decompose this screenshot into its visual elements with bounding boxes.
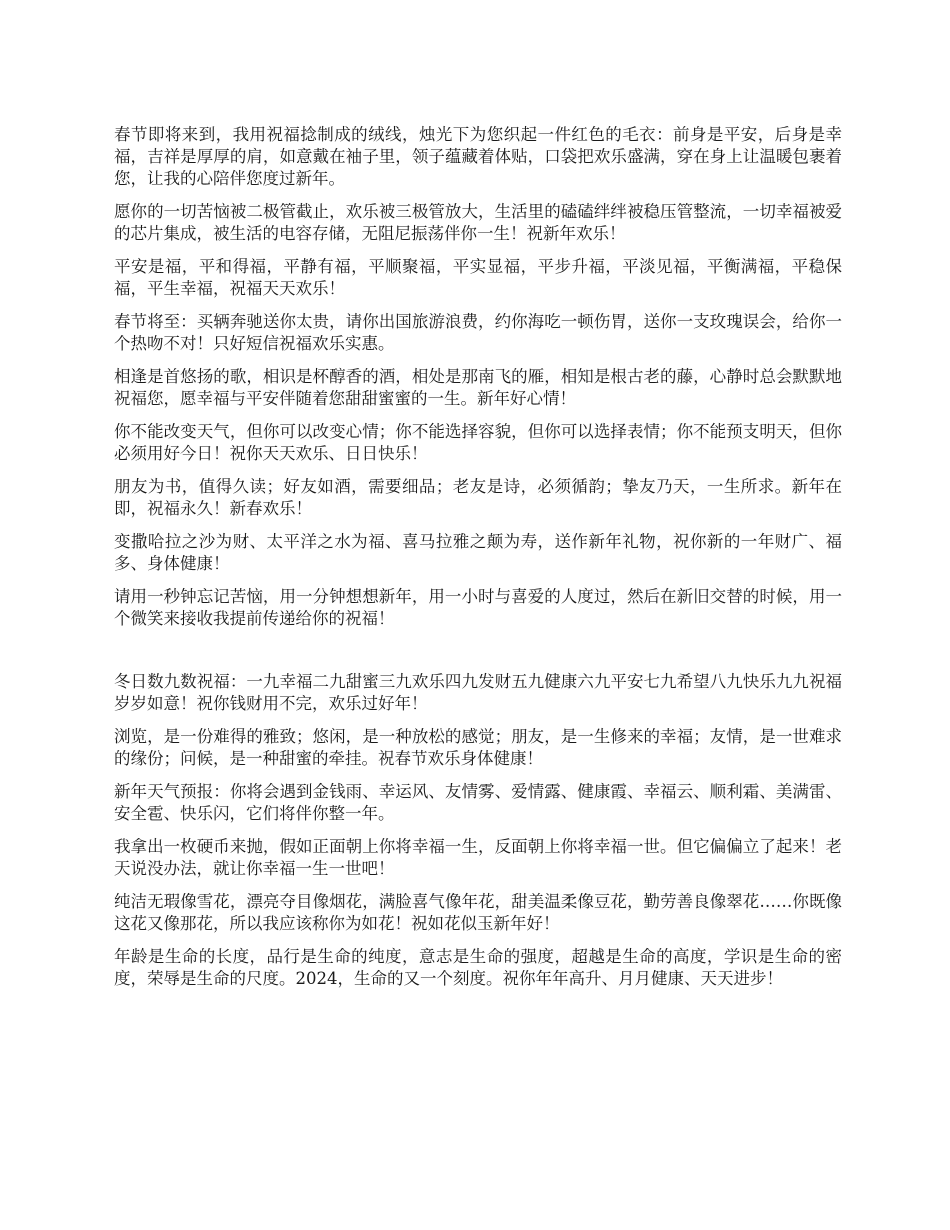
paragraph: 冬日数九数祝福：一九幸福二九甜蜜三九欢乐四九发财五九健康六九平安七九希望八九快乐九九祝福岁岁如意！祝你钱财用不完，欢乐过好年！ (114, 672, 842, 713)
section-two (114, 671, 842, 990)
paragraph: 朋友为书，值得久读；好友如酒，需要细品；老友是诗，必须循韵；挚友乃天，一生所求。新年在即，祝福永久！新春欢乐！ (114, 477, 842, 518)
paragraph: 春节将至：买辆奔驰送你太贵，请你出国旅游浪费，约你海吃一顿伤胃，送你一支玫瑰误会，给你一个热吻不对！只好短信祝福欢乐实惠。 (114, 312, 842, 353)
paragraph: 我拿出一枚硬币来抛，假如正面朝上你将幸福一生，反面朝上你将幸福一世。但它偏偏立了起来！老天说没办法，就让你幸福一生一世吧！ (114, 837, 842, 878)
paragraph: 相逢是首悠扬的歌，相识是杯醇香的酒，相处是那南飞的雁，相知是根古老的藤，心静时总会默默地祝福您，愿幸福与平安伴随着您甜甜蜜蜜的一生。新年好心情！ (114, 367, 842, 408)
paragraph: 春节即将来到，我用祝福捻制成的绒线，烛光下为您织起一件红色的毛衣：前身是平安，后身是幸福，吉祥是厚厚的肩，如意戴在袖子里，领子蕴藏着体贴，口袋把欢乐盛满，穿在身上让温暖包裹着您，让我的心陪伴您度过新年。 (114, 125, 842, 188)
paragraph: 平安是福，平和得福，平静有福，平顺聚福，平实显福，平步升福，平淡见福，平衡满福，平稳保福，平生幸福，祝福天天欢乐！ (114, 257, 842, 298)
paragraph: 愿你的一切苦恼被二极管截止，欢乐被三极管放大，生活里的磕磕绊绊被稳压管整流，一切幸福被爱的芯片集成，被生活的电容存储，无阻尼振荡伴你一生！祝新年欢乐！ (114, 202, 842, 243)
document-page (114, 124, 842, 1001)
section-spacer (114, 641, 842, 671)
paragraph: 你不能改变天气，但你可以改变心情；你不能选择容貌，但你可以选择表情；你不能预支明天，但你必须用好今日！祝你天天欢乐、日日快乐！ (114, 422, 842, 463)
paragraph: 请用一秒钟忘记苦恼，用一分钟想想新年，用一小时与喜爱的人度过，然后在新旧交替的时候，用一个微笑来接收我提前传递给你的祝福！ (114, 587, 842, 628)
paragraph: 新年天气预报：你将会遇到金钱雨、幸运风、友情雾、爱情露、健康霞、幸福云、顺利霜、美满雷、安全雹、快乐闪，它们将伴你整一年。 (114, 782, 842, 823)
paragraph: 纯洁无瑕像雪花，漂亮夺目像烟花，满脸喜气像年花，甜美温柔像豆花，勤劳善良像翠花……你既像这花又像那花，所以我应该称你为如花！祝如花似玉新年好！ (114, 892, 842, 933)
paragraph: 变撒哈拉之沙为财、太平洋之水为福、喜马拉雅之颠为寿，送作新年礼物，祝你新的一年财广、福多、身体健康！ (114, 532, 842, 573)
paragraph: 浏览，是一份难得的雅致；悠闲，是一种放松的感觉；朋友，是一生修来的幸福；友情，是一世难求的缘份；问候，是一种甜蜜的牵挂。祝春节欢乐身体健康！ (114, 727, 842, 768)
paragraph: 年龄是生命的长度，品行是生命的纯度，意志是生命的强度，超越是生命的高度，学识是生命的密度，荣辱是生命的尺度。2024，生命的又一个刻度。祝你年年高升、月月健康、天天进步！ (114, 947, 842, 988)
section-one (114, 124, 842, 630)
